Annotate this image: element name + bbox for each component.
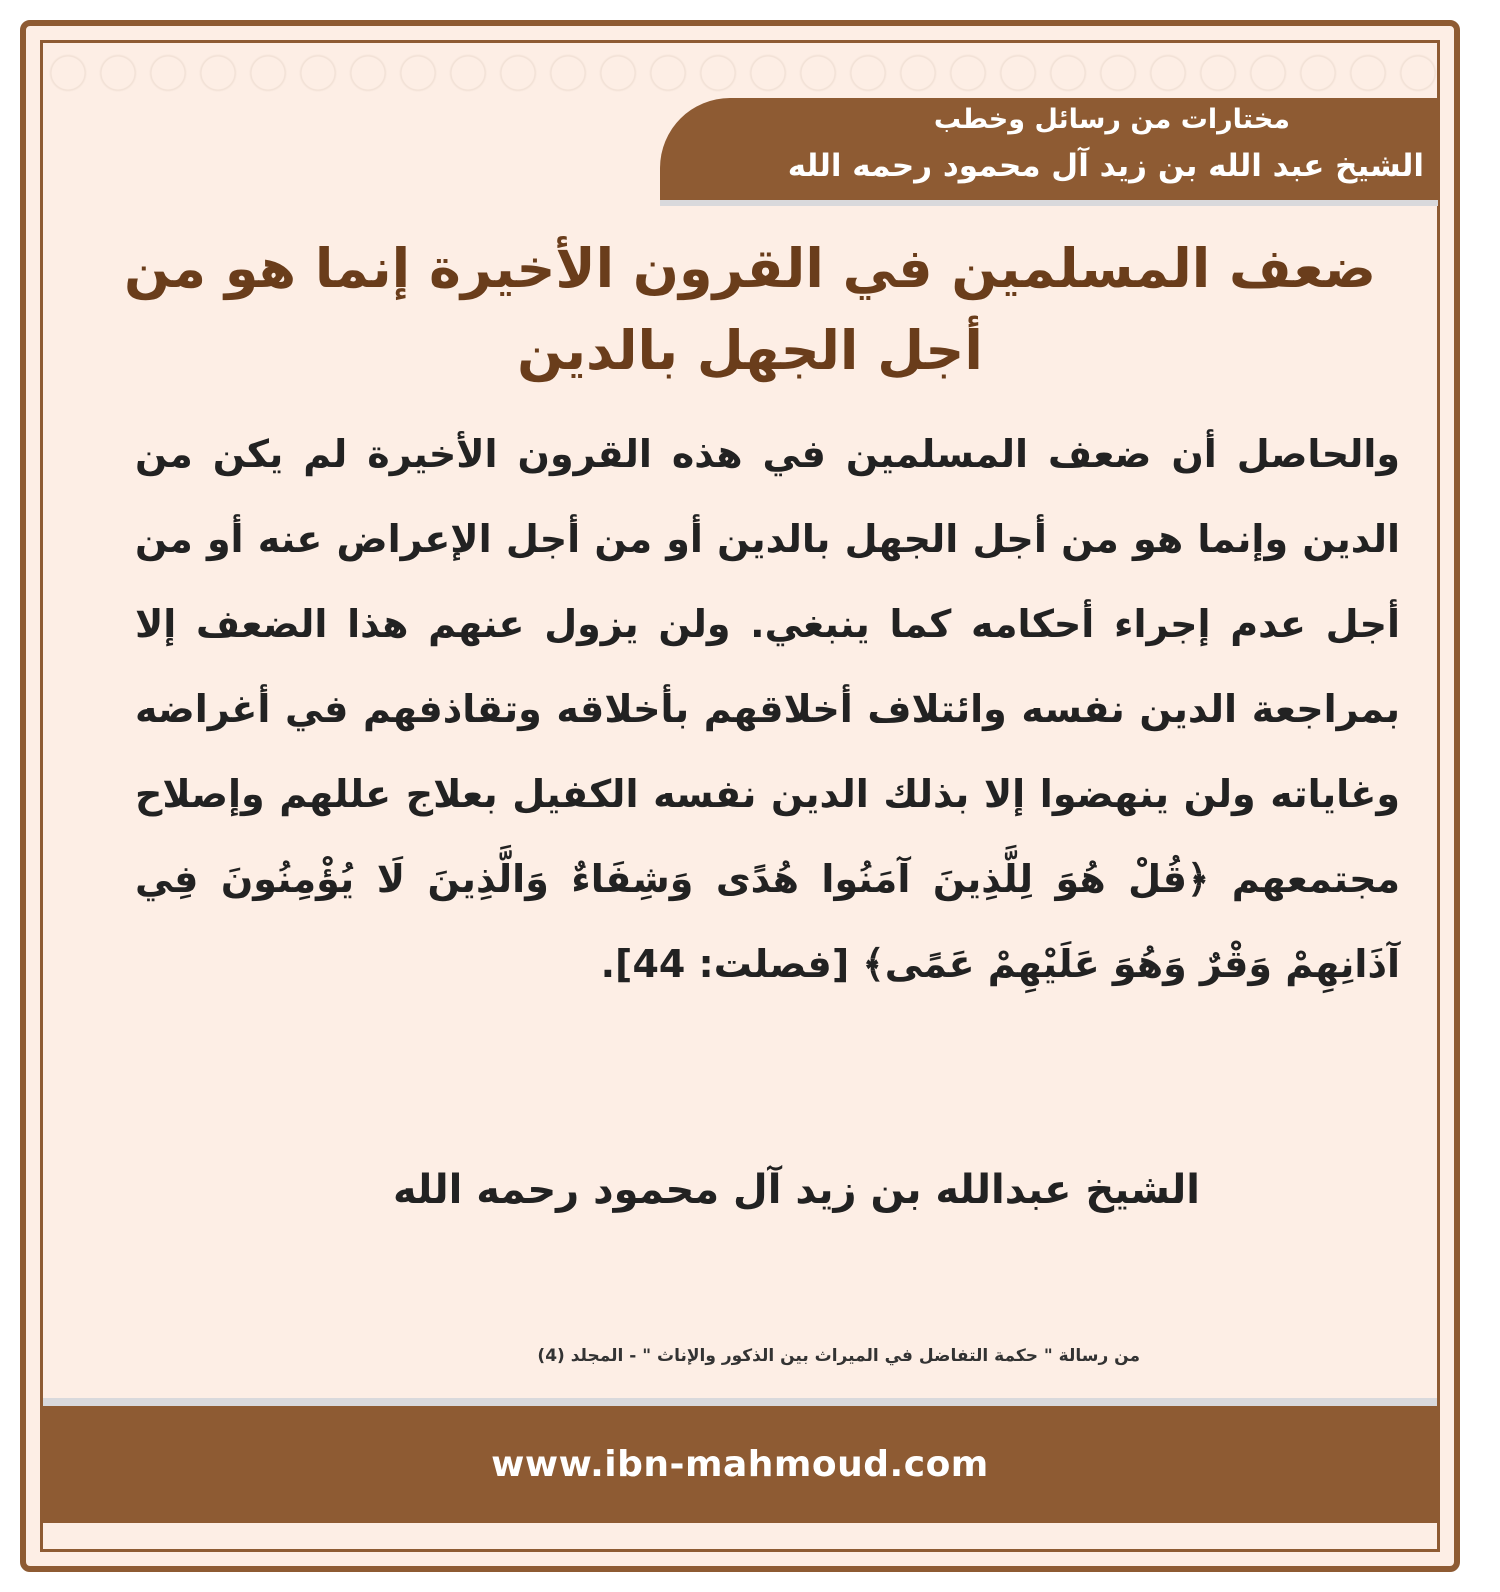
header-series-title: مختارات من رسائل وخطب bbox=[933, 104, 1290, 135]
quran-verse: ﴿قُلْ هُوَ لِلَّذِينَ آمَنُوا هُدًى وَشِفَاءٌ وَالَّذِينَ لَا يُؤْمِنُونَ فِي آذَانِهِمْ وَقْرٌ وَهُوَ عَلَيْهِمْ عَمًى﴾ bbox=[135, 857, 1400, 986]
body-paragraph bbox=[135, 412, 1400, 1007]
verse-reference: [فصلت: 44]. bbox=[600, 942, 850, 986]
signature: الشيخ عبدالله بن زيد آل محمود رحمه الله bbox=[393, 1167, 1200, 1213]
header-author-name: الشيخ عبد الله بن زيد آل محمود رحمه الله bbox=[787, 148, 1424, 184]
footer-divider bbox=[43, 1398, 1437, 1406]
source-citation: من رسالة " حكمة التفاضل في الميراث بين الذكور والإناث " - المجلد (4) bbox=[537, 1346, 1140, 1366]
website-link[interactable]: www.ibn-mahmoud.com bbox=[491, 1444, 989, 1485]
decorative-pattern bbox=[43, 43, 1437, 101]
page-title: ضعف المسلمين في القرون الأخيرة إنما هو من أجل الجهل بالدين bbox=[123, 237, 1377, 382]
body-text: والحاصل أن ضعف المسلمين في هذه القرون الأخيرة لم يكن من الدين وإنما هو من أجل الجهل بالدين أو من أجل الإعراض عنه أو من أجل عدم إجراء أحكامه كما ينبغي. ولن يزول عنهم هذا الضعف إلا بمراجعة الدين نفسه وائتلاف أخلاقهم بأخلاقه وتقاذفهم في أغراضه وغاياته ولن ينهضوا إلا بذلك الدين نفسه الكفيل بعلاج عللهم وإصلاح مجتمعهم bbox=[135, 432, 1400, 901]
